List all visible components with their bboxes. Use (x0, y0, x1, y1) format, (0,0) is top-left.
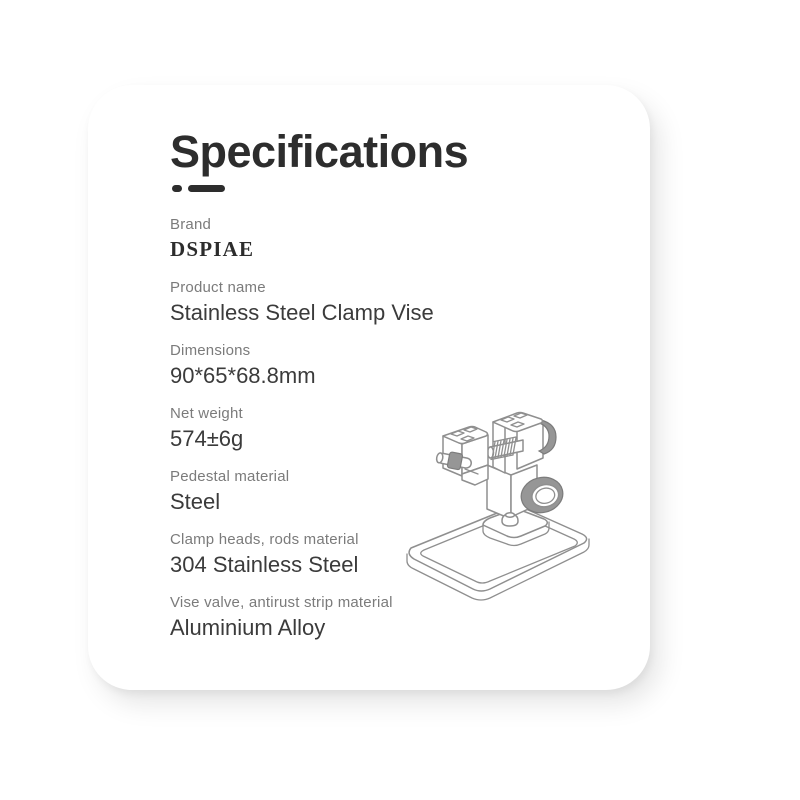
spec-row-clamp-heads-material (170, 531, 610, 578)
card-content (88, 85, 650, 690)
spec-value: 90*65*68.8mm (170, 363, 316, 388)
spec-label: Clamp heads, rods material (170, 531, 359, 548)
spec-value: Steel (170, 489, 221, 514)
spec-row-net-weight (170, 405, 610, 452)
page-title: Specifications (170, 126, 469, 177)
spec-label: Vise valve, antirust strip material (170, 594, 393, 611)
spec-label: Brand (170, 216, 212, 233)
title-underline (172, 185, 610, 192)
spec-value: Stainless Steel Clamp Vise (170, 300, 434, 325)
spec-row-product-name (170, 279, 610, 326)
spec-label: Dimensions (170, 342, 251, 359)
spec-row-vise-valve-material (170, 594, 610, 641)
spec-label: Pedestal material (170, 468, 290, 485)
underline-dash (188, 185, 225, 192)
spec-row-brand (170, 216, 610, 263)
spec-list (170, 216, 610, 641)
spec-value brand-logo-text: DSPIAE (170, 237, 255, 261)
spec-label: Product name (170, 279, 266, 296)
underline-dot (172, 185, 182, 192)
spec-row-dimensions (170, 342, 610, 389)
spec-label: Net weight (170, 405, 243, 422)
spec-value: 574±6g (170, 426, 244, 451)
spec-row-pedestal-material (170, 468, 610, 515)
spec-value: 304 Stainless Steel (170, 552, 359, 577)
spec-value: Aluminium Alloy (170, 615, 326, 640)
specifications-card (88, 85, 650, 690)
